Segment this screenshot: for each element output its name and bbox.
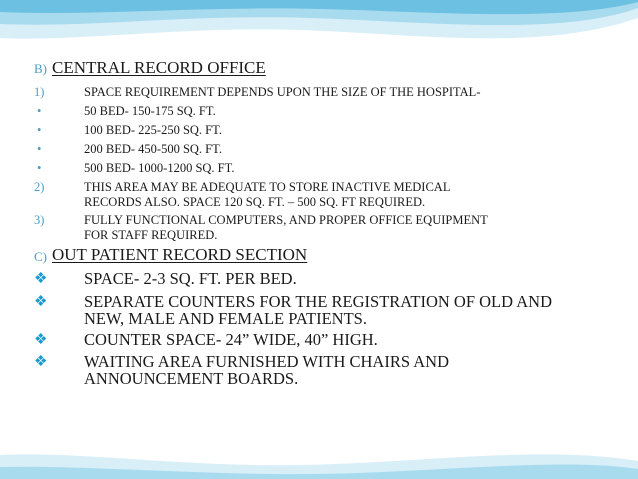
item-text: SEPARATE COUNTERS FOR THE REGISTRATION OF OLD AND [84, 292, 553, 311]
diamond-bullet-icon: ❖ [34, 294, 48, 310]
dot-bullet-icon: • [37, 104, 42, 118]
item-text: FOR STAFF REQUIRED. [84, 228, 218, 242]
dot-bullet-icon: • [37, 142, 42, 156]
diamond-bullet-icon: ❖ [34, 271, 48, 287]
dot-bullet-icon: • [37, 123, 42, 137]
item-text: FULLY FUNCTIONAL COMPUTERS, AND PROPER OFFICE EQUIPMENT [84, 213, 488, 227]
item-number: 1) [34, 85, 45, 99]
item-text: SPACE REQUIREMENT DEPENDS UPON THE SIZE OF THE HOSPITAL- [84, 85, 481, 99]
item-text: RECORDS ALSO. SPACE 120 SQ. FT. – 500 SQ. FT REQUIRED. [84, 195, 426, 209]
section-b-letter: B) [34, 61, 47, 76]
item-text: THIS AREA MAY BE ADEQUATE TO STORE INACTIVE MEDICAL [84, 180, 451, 194]
item-text: WAITING AREA FURNISHED WITH CHAIRS AND [84, 352, 449, 371]
item-text: 500 BED- 1000-1200 SQ. FT. [84, 161, 235, 175]
diamond-bullet-icon: ❖ [34, 354, 48, 370]
section-c-letter: C) [34, 249, 47, 264]
item-text: SPACE- 2-3 SQ. FT. PER BED. [84, 269, 297, 288]
item-number: 3) [34, 213, 45, 227]
item-text: 100 BED- 225-250 SQ. FT. [84, 123, 222, 137]
diamond-bullet-icon: ❖ [34, 332, 48, 348]
item-text: 200 BED- 450-500 SQ. FT. [84, 142, 222, 156]
item-text: ANNOUNCEMENT BOARDS. [84, 369, 299, 388]
item-text: NEW, MALE AND FEMALE PATIENTS. [84, 309, 367, 328]
section-b-title: CENTRAL RECORD OFFICE [52, 58, 266, 77]
item-text: COUNTER SPACE- 24” WIDE, 40” HIGH. [84, 330, 378, 349]
section-c-title: OUT PATIENT RECORD SECTION [52, 245, 308, 264]
item-text: 50 BED- 150-175 SQ. FT. [84, 104, 216, 118]
item-number: 2) [34, 180, 45, 194]
dot-bullet-icon: • [37, 161, 42, 175]
